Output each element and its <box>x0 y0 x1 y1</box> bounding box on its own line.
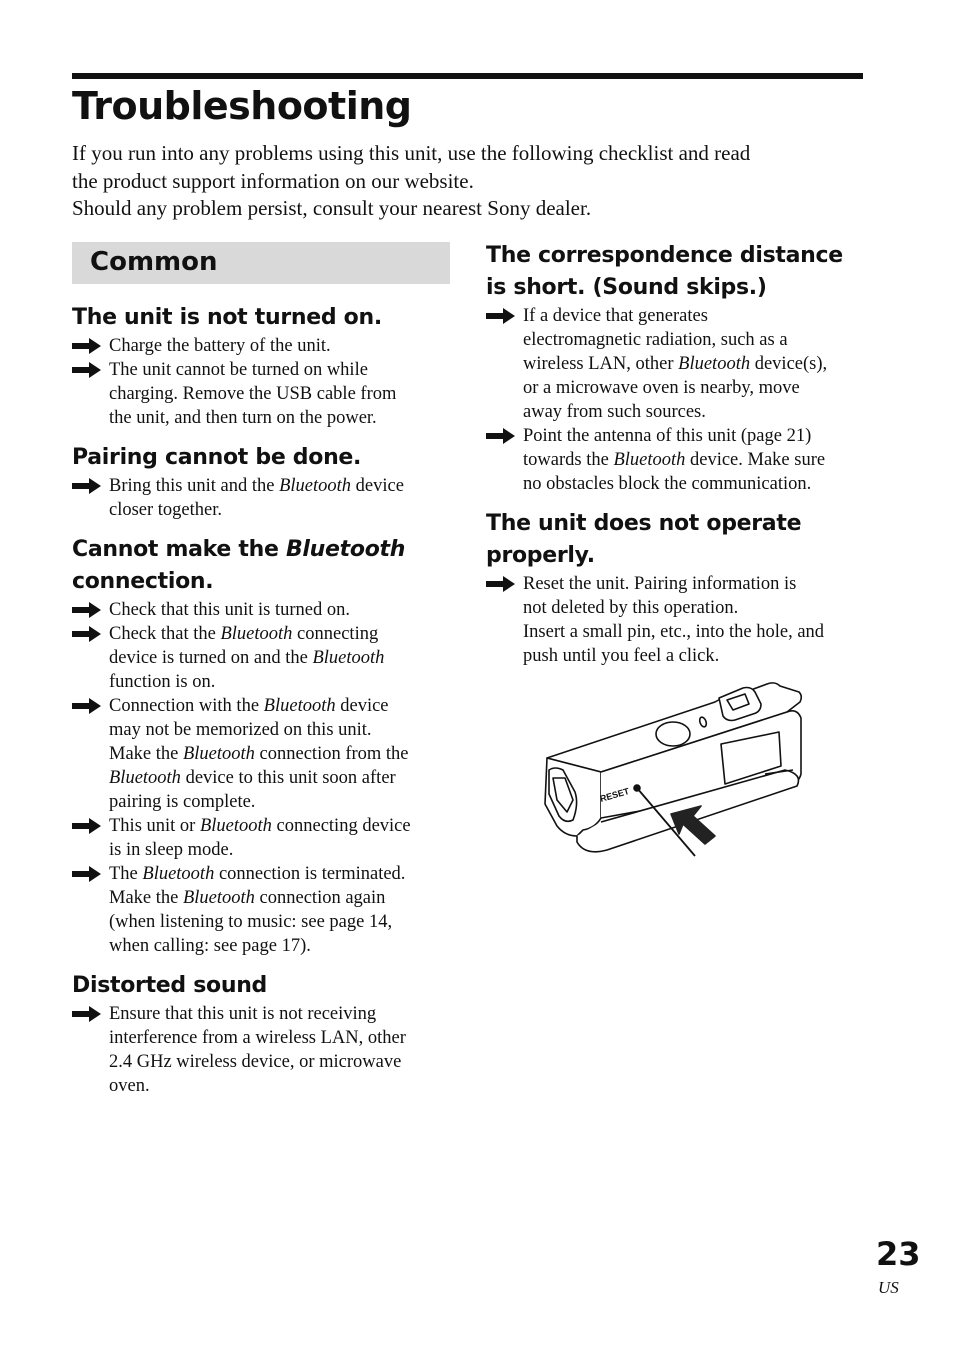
solution-item: Check that the Bluetooth connecting device is turned on and the Bluetooth function is on. <box>72 622 450 694</box>
section-header <box>72 242 450 284</box>
issue-bluetooth-connection <box>72 534 450 958</box>
arrow-icon <box>72 338 101 354</box>
arrow-icon <box>486 308 515 324</box>
issue-pairing <box>72 442 450 522</box>
page-title: Troubleshooting <box>72 84 412 128</box>
solution-item: If a device that generates electromagnetic radiation, such as a wireless LAN, other Bluetooth device(s), or a microwave oven is nearby, move away from such sources. <box>486 304 866 424</box>
intro-line: If you run into any problems using this unit, use the following checklist and read <box>72 141 751 165</box>
solution-item: The unit cannot be turned on while charging. Remove the USB cable from the unit, and then turn on the power. <box>72 358 450 430</box>
arrow-icon <box>72 478 101 494</box>
device-button <box>656 722 690 746</box>
arrow-icon <box>486 576 515 592</box>
intro-line: the product support information on our website. <box>72 168 474 193</box>
arrow-icon <box>72 866 101 882</box>
issue-heading: Pairing cannot be done. <box>72 445 362 470</box>
arrow-icon <box>72 626 101 642</box>
solution-item: Ensure that this unit is not receiving interference from a wireless LAN, other 2.4 GHz wireless device, or microwave oven. <box>72 1002 450 1098</box>
issue-not-turned-on <box>72 302 450 430</box>
right-column <box>486 240 866 680</box>
intro-line: Should any problem persist, consult your nearest Sony dealer. <box>72 196 592 220</box>
issue-heading: Distorted sound <box>72 973 268 998</box>
region-code: US <box>878 1278 899 1297</box>
solution-item: Point the antenna of this unit (page 21) towards the Bluetooth device. Make sure no obstacles block the communication. <box>486 424 866 496</box>
issue-short-distance <box>486 240 866 496</box>
device-reset-illustration <box>535 670 815 865</box>
reset-label: RESET <box>598 786 631 804</box>
arrow-icon <box>72 698 101 714</box>
issue-distorted-sound <box>72 970 450 1098</box>
intro-paragraph <box>72 140 872 223</box>
title-rule <box>72 73 863 79</box>
solution-item: Connection with the Bluetooth device may not be memorized on this unit. Make the Bluetooth connection from the Bluetooth device to this unit soon after pairing is complete. <box>72 694 450 814</box>
reset-hole <box>634 785 640 791</box>
issue-heading: Cannot make the Bluetooth connection. <box>72 537 406 594</box>
arrow-icon <box>72 602 101 618</box>
solution-item: The Bluetooth connection is terminated. Make the Bluetooth connection again (when listening to music: see page 14, when calling: see page 17). <box>72 862 450 958</box>
issue-heading: The unit is not turned on. <box>72 305 382 330</box>
page-number: 23 <box>876 1235 921 1273</box>
solution-item: Check that this unit is turned on. <box>72 598 450 622</box>
arrow-icon <box>486 428 515 444</box>
left-column <box>72 242 450 1110</box>
arrow-icon <box>72 818 101 834</box>
issue-heading: The correspondence distance is short. (Sound skips.) <box>486 243 843 300</box>
solution-item: Bring this unit and the Bluetooth device closer together. <box>72 474 450 522</box>
arrow-icon <box>72 1006 101 1022</box>
solution-item: Charge the battery of the unit. <box>72 334 450 358</box>
issue-not-operating <box>486 508 866 668</box>
solution-item: This unit or Bluetooth connecting device is in sleep mode. <box>72 814 450 862</box>
section-title: Common <box>90 247 218 277</box>
issue-heading: The unit does not operate properly. <box>486 511 802 568</box>
arrow-icon <box>72 362 101 378</box>
solution-item: Reset the unit. Pairing information is not deleted by this operation. Insert a small pin, etc., into the hole, and push until you feel a click. <box>486 572 866 668</box>
